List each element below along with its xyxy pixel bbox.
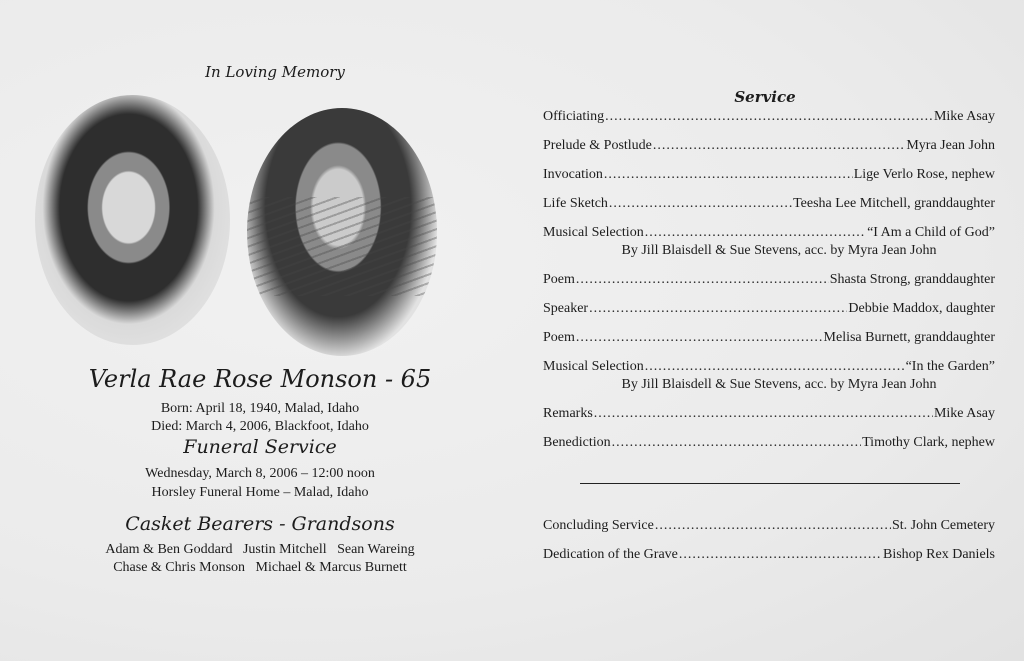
program-item-value: Shasta Strong, granddaughter [829, 272, 995, 287]
service-program-panel [543, 88, 995, 575]
casket-bearers-heading: Casket Bearers - Grandsons [125, 513, 395, 535]
leader-dots [679, 546, 882, 564]
leader-dots [604, 166, 853, 184]
program-item-life-sketch [543, 195, 995, 213]
service-heading: Service [734, 88, 796, 106]
portrait-older-photo [247, 108, 437, 356]
program-item-musical-selection-2 [543, 358, 995, 376]
program-item-label: Musical Selection [543, 225, 644, 240]
program-item-subtext: By Jill Blaisdell & Sue Stevens, acc. by Myra Jean John [621, 377, 937, 392]
program-item-value: Lige Verlo Rose, nephew [853, 167, 995, 182]
leader-dots [655, 517, 891, 535]
program-item-benediction [543, 434, 995, 452]
leader-dots [589, 300, 847, 318]
closing-item-value: St. John Cemetery [891, 518, 995, 533]
program-item-label: Poem [543, 272, 575, 287]
program-item-speaker [543, 300, 995, 318]
leader-dots [605, 108, 933, 126]
program-item-musical-selection-1 [543, 224, 995, 242]
program-item-officiating [543, 108, 995, 126]
program-item-value: Mike Asay [933, 109, 995, 124]
program-item-label: Musical Selection [543, 359, 644, 374]
closing-item-dedication [543, 546, 995, 564]
program-item-label: Prelude & Postlude [543, 138, 652, 153]
closing-item-label: Concluding Service [543, 518, 654, 533]
program-item-value: “In the Garden” [905, 359, 995, 374]
leader-dots [576, 329, 823, 347]
closing-item-concluding-service [543, 517, 995, 535]
leader-dots [609, 195, 792, 213]
birth-info: Born: April 18, 1940, Malad, Idaho [160, 401, 360, 416]
leader-dots [576, 271, 829, 289]
program-item-label: Invocation [543, 167, 603, 182]
closing-item-label: Dedication of the Grave [543, 547, 678, 562]
program-item-value: Timothy Clark, nephew [862, 435, 995, 450]
program-item-remarks [543, 405, 995, 423]
funeral-place: Horsley Funeral Home – Malad, Idaho [151, 485, 369, 500]
program-item-label: Poem [543, 330, 575, 345]
leader-dots [645, 358, 905, 376]
leader-dots [612, 434, 861, 452]
funeral-date: Wednesday, March 8, 2006 – 12:00 noon [145, 466, 375, 481]
program-item-poem-2 [543, 329, 995, 347]
casket-bearers-line-1: Adam & Ben Goddard Justin Mitchell Sean Wareing [105, 542, 415, 557]
program-item-value: Mike Asay [933, 406, 995, 421]
leader-dots [653, 137, 905, 155]
in-loving-memory-heading: In Loving Memory [205, 63, 345, 81]
program-item-label: Life Sketch [543, 196, 608, 211]
leader-dots [594, 405, 933, 423]
program-item-subtext: By Jill Blaisdell & Sue Stevens, acc. by Myra Jean John [621, 243, 937, 258]
program-item-value: Teesha Lee Mitchell, granddaughter [793, 196, 995, 211]
program-item-prelude [543, 137, 995, 155]
casket-bearers-line-2: Chase & Chris Monson Michael & Marcus Burnett [113, 560, 407, 575]
program-item-label: Remarks [543, 406, 593, 421]
closing-item-value: Bishop Rex Daniels [883, 547, 995, 562]
program-item-label: Officiating [543, 109, 605, 124]
program-item-invocation [543, 166, 995, 184]
death-info: Died: March 4, 2006, Blackfoot, Idaho [151, 419, 369, 434]
portrait-young-photo [35, 95, 230, 345]
deceased-name: Verla Rae Rose Monson - 65 [88, 365, 432, 393]
program-item-label: Speaker [543, 301, 589, 316]
program-item-value: “I Am a Child of God” [867, 225, 995, 240]
program-item-value: Melisa Burnett, granddaughter [823, 330, 995, 345]
program-item-value: Myra Jean John [906, 138, 995, 153]
program-item-label: Benediction [543, 435, 611, 450]
program-item-poem-1 [543, 271, 995, 289]
leader-dots [645, 224, 866, 242]
funeral-service-heading: Funeral Service [183, 436, 337, 458]
program-item-value: Debbie Maddox, daughter [848, 301, 995, 316]
section-divider [580, 483, 960, 484]
